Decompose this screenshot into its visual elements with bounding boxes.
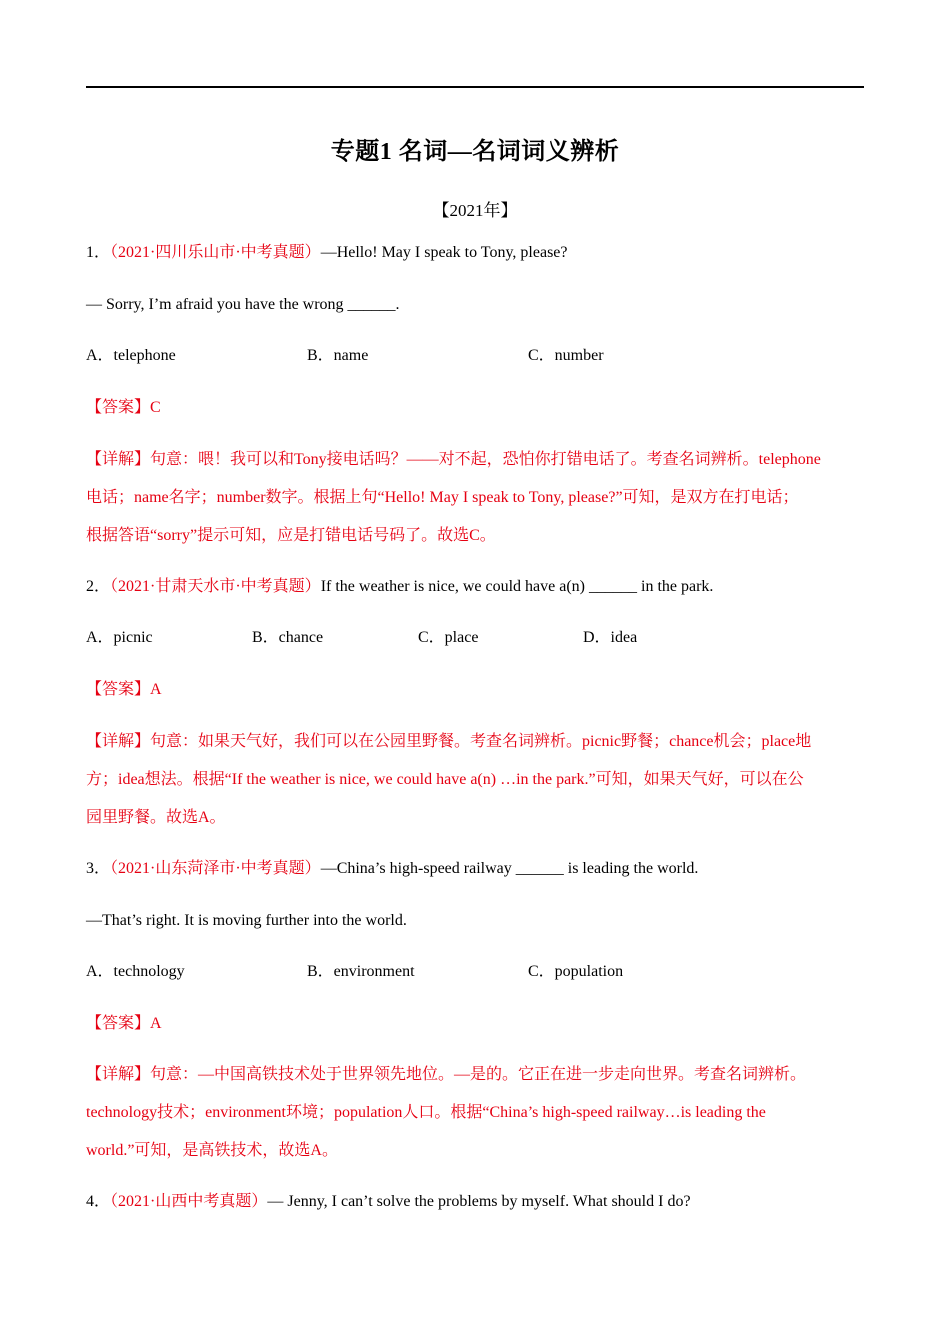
- option-d: D．idea: [583, 629, 638, 646]
- question-4: [86, 1191, 866, 1213]
- question-source: （2021·山西中考真题）: [110, 1193, 268, 1210]
- explanation-line: 方；idea想法。根据“If the weather is nice, we could have a(n) …in the park.”可知，如果天气好，可以在公: [86, 771, 804, 788]
- explanation-line: world.”可知，是高铁技术，故选A。: [86, 1142, 338, 1159]
- question-number: 2．: [86, 578, 111, 595]
- option-c: C．place: [418, 629, 479, 646]
- explanation-line: 【详解】句意：如果天气好，我们可以在公园里野餐。考查名词辨析。picnic野餐；chance机会；place地: [86, 733, 812, 750]
- explanation-line: technology技术；environment环境；population人口。根据“China’s high-speed railway…is leading the: [86, 1104, 766, 1121]
- question-source: （2021·甘肃天水市·中考真题）: [110, 578, 321, 595]
- option-c: C．number: [528, 347, 604, 364]
- header-rule: [86, 86, 864, 88]
- option-b: B．environment: [307, 963, 415, 980]
- answer: 【答案】C: [86, 399, 161, 416]
- question-stem: —Hello! May I speak to Tony, please?: [320, 244, 568, 261]
- question-number: 1．: [86, 244, 111, 261]
- question-3: [86, 858, 866, 880]
- question-source: （2021·山东菏泽市·中考真题）: [110, 860, 321, 877]
- question-2: [86, 576, 866, 598]
- option-c: C．population: [528, 963, 624, 980]
- page-title: 专题1 名词—名词词义辨析: [330, 139, 620, 165]
- answer: 【答案】A: [86, 681, 162, 698]
- option-a: A．telephone: [86, 347, 176, 364]
- question-1: [86, 242, 866, 264]
- explanation-line: 根据答语“sorry”提示可知，应是打错电话号码了。故选C。: [86, 527, 496, 544]
- question-number: 4．: [86, 1193, 111, 1210]
- question-number: 3．: [86, 860, 111, 877]
- question-stem-line2: —That’s right. It is moving further into the world.: [86, 912, 407, 929]
- answer: 【答案】A: [86, 1015, 162, 1032]
- question-stem-line2: — Sorry, I’m afraid you have the wrong ______.: [86, 296, 400, 313]
- option-a: A．technology: [86, 963, 185, 980]
- question-stem: If the weather is nice, we could have a(n) ______ in the park.: [320, 578, 714, 595]
- question-stem: — Jenny, I can’t solve the problems by myself. What should I do?: [267, 1193, 691, 1210]
- option-a: A．picnic: [86, 629, 153, 646]
- option-b: B．name: [307, 347, 369, 364]
- explanation-line: 【详解】句意：喂！我可以和Tony接电话吗？——对不起，恐怕你打错电话了。考查名词辨析。telephone: [86, 451, 821, 468]
- question-stem: —China’s high-speed railway ______ is leading the world.: [320, 860, 699, 877]
- explanation-line: 电话；name名字；number数字。根据上句“Hello! May I speak to Tony, please?”可知，是双方在打电话；: [86, 489, 799, 506]
- option-b: B．chance: [252, 629, 324, 646]
- explanation-line: 园里野餐。故选A。: [86, 809, 226, 826]
- year-heading: 【2021年】: [432, 201, 518, 220]
- question-source: （2021·四川乐山市·中考真题）: [110, 244, 321, 261]
- explanation-line: 【详解】句意：—中国高铁技术处于世界领先地位。—是的。它正在进一步走向世界。考查名词辨析。: [86, 1066, 807, 1083]
